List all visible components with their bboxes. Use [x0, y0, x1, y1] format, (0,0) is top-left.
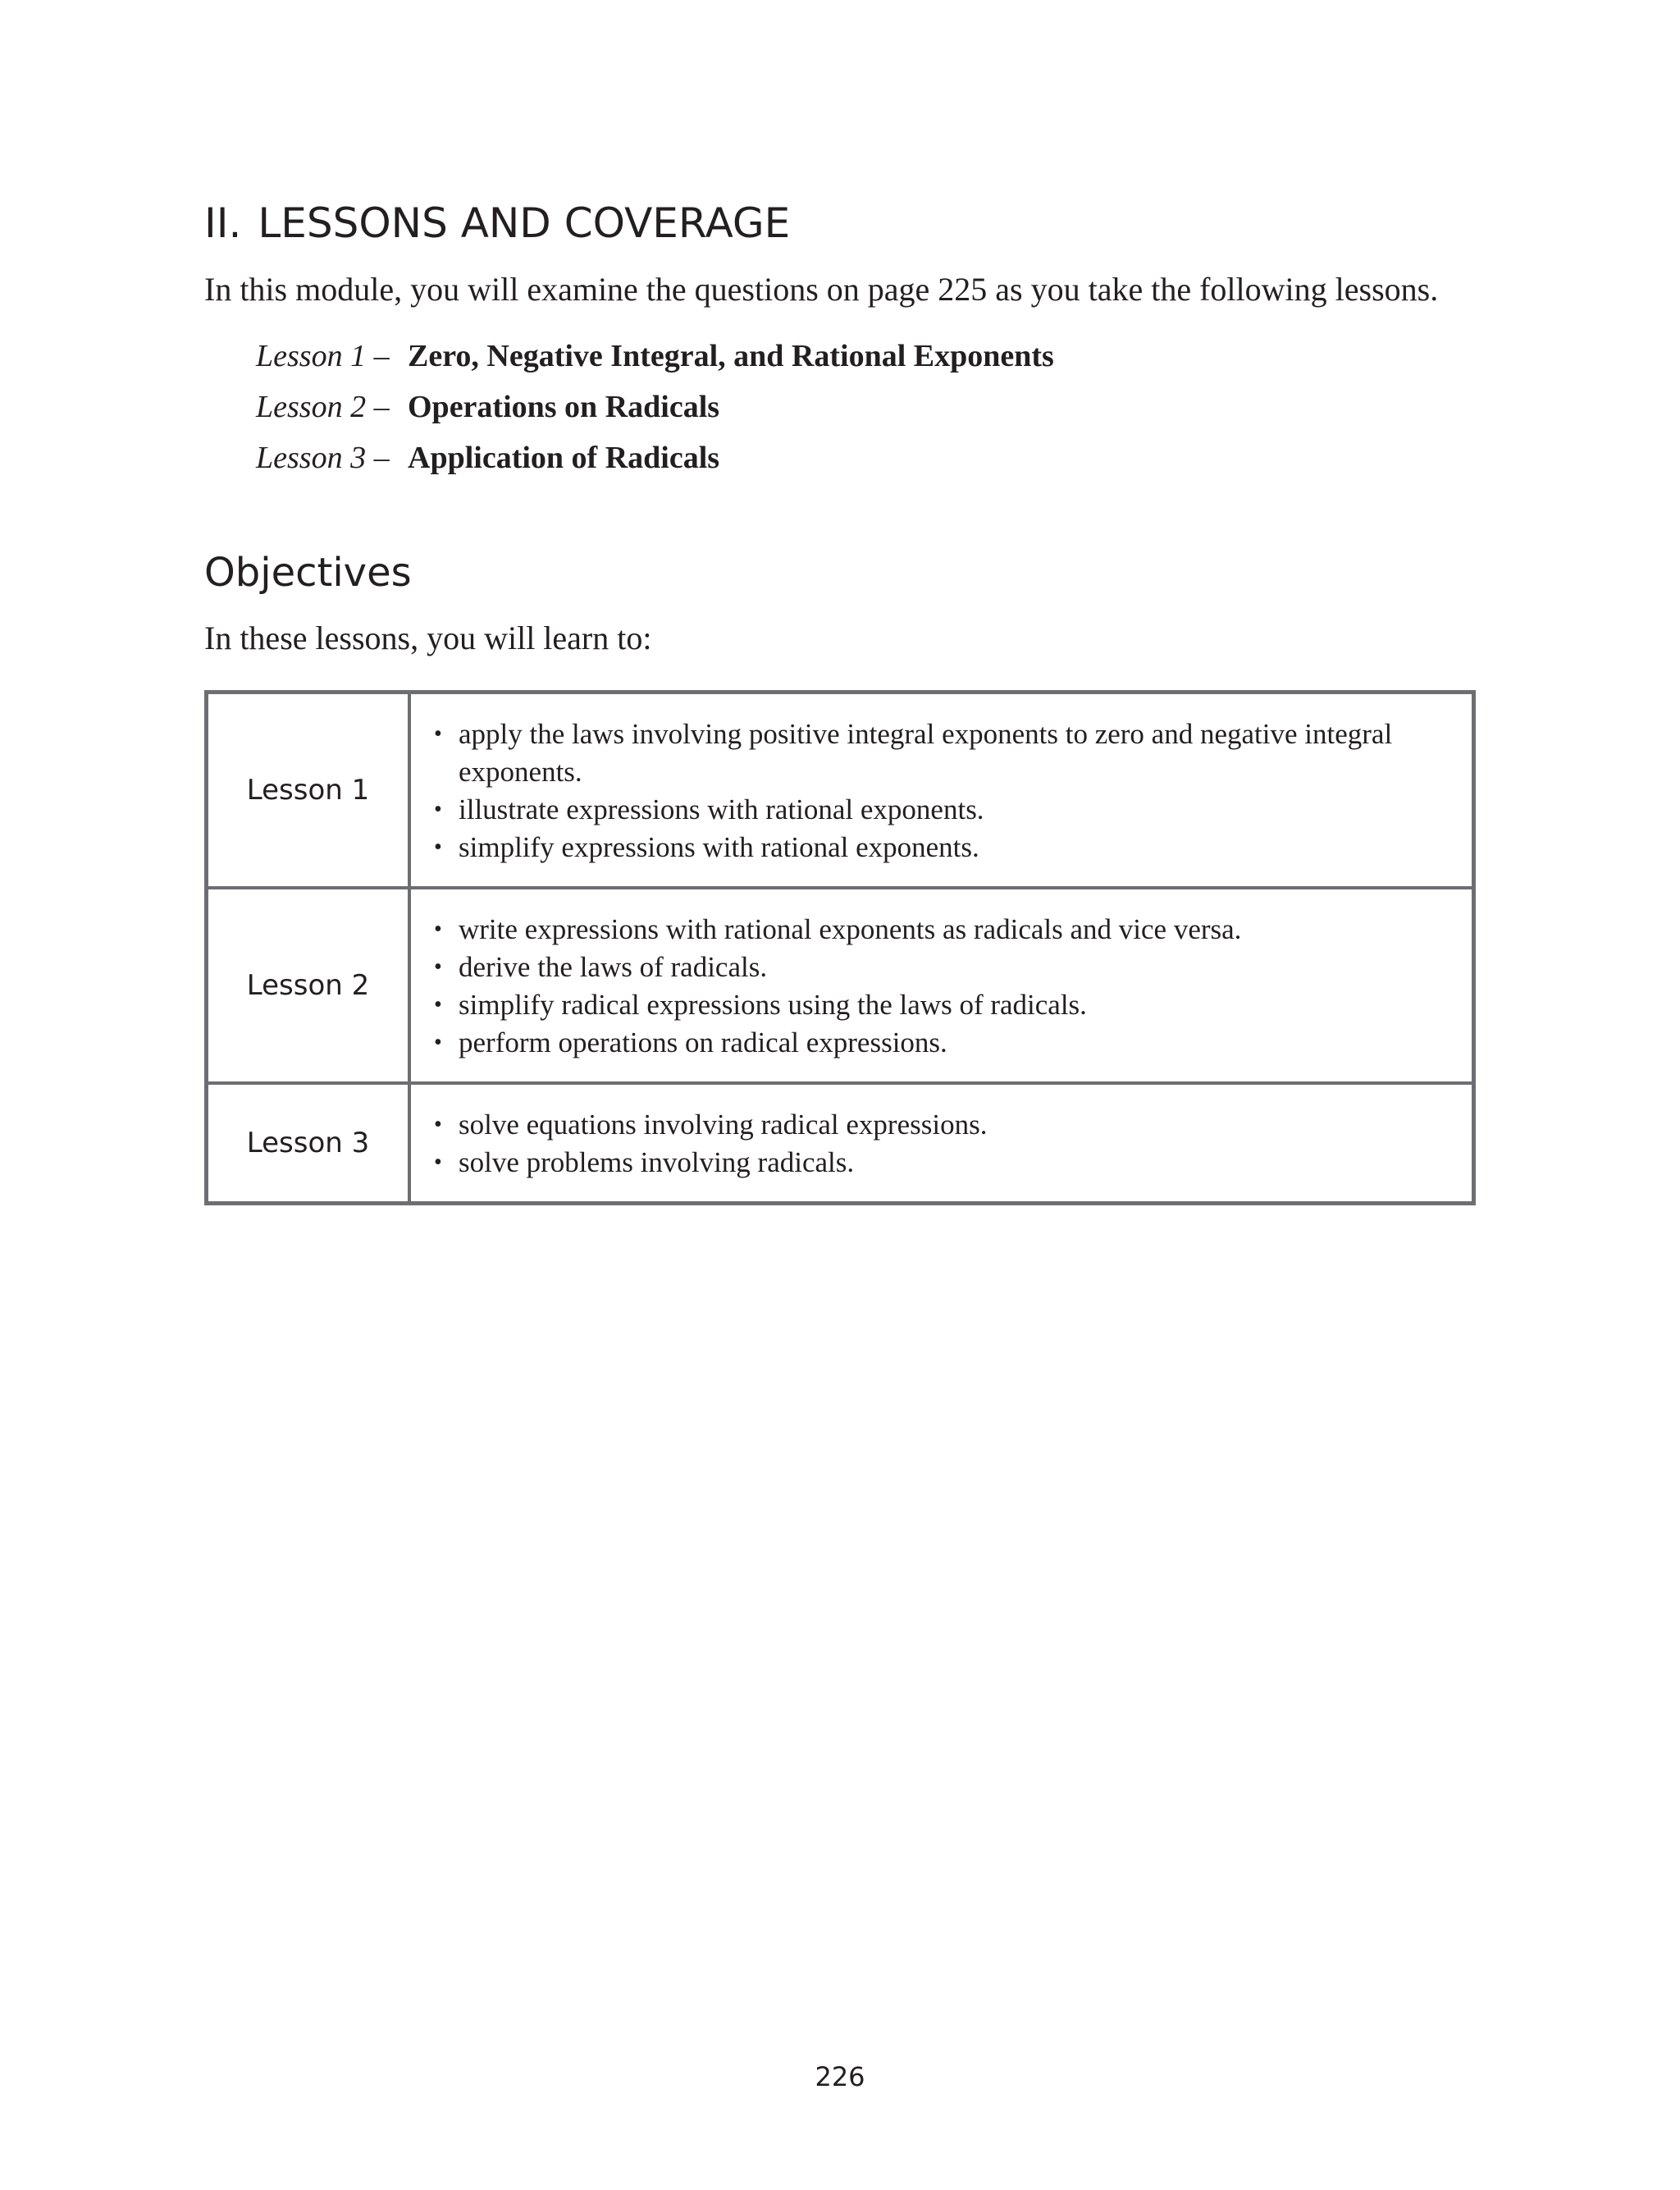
bullet-icon: • — [434, 797, 442, 822]
objective-item — [429, 1106, 1455, 1144]
bullet-icon: • — [434, 834, 442, 860]
lesson-list-item — [256, 440, 1054, 491]
bullet-icon: • — [434, 954, 442, 980]
page-number: 226 — [815, 2061, 865, 2092]
objectives-list — [429, 716, 1455, 866]
objectives-lesson-cell: Lesson 1 — [207, 693, 410, 889]
objectives-table — [204, 690, 1476, 1205]
objectives-lesson-cell: Lesson 3 — [207, 1083, 410, 1204]
objectives-row — [207, 1083, 1474, 1204]
lesson-list-item — [256, 338, 1054, 389]
bullet-icon: • — [434, 1030, 442, 1055]
objectives-items-cell — [409, 693, 1474, 889]
bullet-icon: • — [434, 1150, 442, 1175]
objective-item — [429, 986, 1455, 1024]
objectives-heading: Objectives — [204, 550, 412, 596]
objective-text: simplify radical expressions using the laws of radicals. — [459, 989, 1087, 1021]
objectives-items-cell — [409, 1083, 1474, 1204]
objective-text: apply the laws involving positive integral exponents to zero and negative integral exponents. — [459, 718, 1393, 788]
objective-item — [429, 829, 1455, 866]
objective-text: solve problems involving radicals. — [459, 1146, 855, 1178]
objectives-row — [207, 888, 1474, 1083]
objective-text: solve equations involving radical expressions. — [459, 1109, 988, 1141]
bullet-icon: • — [434, 1112, 442, 1137]
objectives-intro: In these lessons, you will learn to: — [204, 620, 652, 656]
objectives-items-cell — [409, 888, 1474, 1083]
objective-item — [429, 911, 1455, 949]
section-number: II. — [204, 199, 242, 247]
bullet-icon: • — [434, 917, 442, 942]
objective-item — [429, 1024, 1455, 1062]
objective-text: derive the laws of radicals. — [459, 951, 768, 983]
objective-item — [429, 949, 1455, 986]
lesson-title: Zero, Negative Integral, and Rational Exponents — [408, 339, 1054, 373]
objective-text: illustrate expressions with rational exponents. — [459, 793, 984, 825]
objectives-list — [429, 911, 1455, 1062]
objectives-row — [207, 693, 1474, 889]
section-intro: In this module, you will examine the questions on page 225 as you take the following lessons. — [204, 271, 1439, 308]
objectives-lesson-cell: Lesson 2 — [207, 888, 410, 1083]
section-title-text: LESSONS AND COVERAGE — [258, 199, 791, 247]
lesson-list-item — [256, 389, 1054, 440]
lesson-title: Application of Radicals — [408, 441, 720, 475]
objective-text: perform operations on radical expressions. — [459, 1026, 947, 1058]
lesson-label: Lesson 2 – — [256, 390, 390, 424]
objective-item — [429, 791, 1455, 829]
lesson-label: Lesson 1 – — [256, 339, 390, 373]
bullet-icon: • — [434, 721, 442, 747]
lesson-title: Operations on Radicals — [408, 390, 720, 424]
lesson-list — [256, 338, 1054, 491]
bullet-icon: • — [434, 992, 442, 1017]
section-title — [204, 199, 790, 248]
objective-item — [429, 716, 1455, 791]
lesson-label: Lesson 3 – — [256, 441, 390, 475]
objective-text: simplify expressions with rational exponents. — [459, 831, 979, 863]
objectives-list — [429, 1106, 1455, 1182]
objective-item — [429, 1144, 1455, 1182]
objective-text: write expressions with rational exponents as radicals and vice versa. — [459, 913, 1242, 945]
